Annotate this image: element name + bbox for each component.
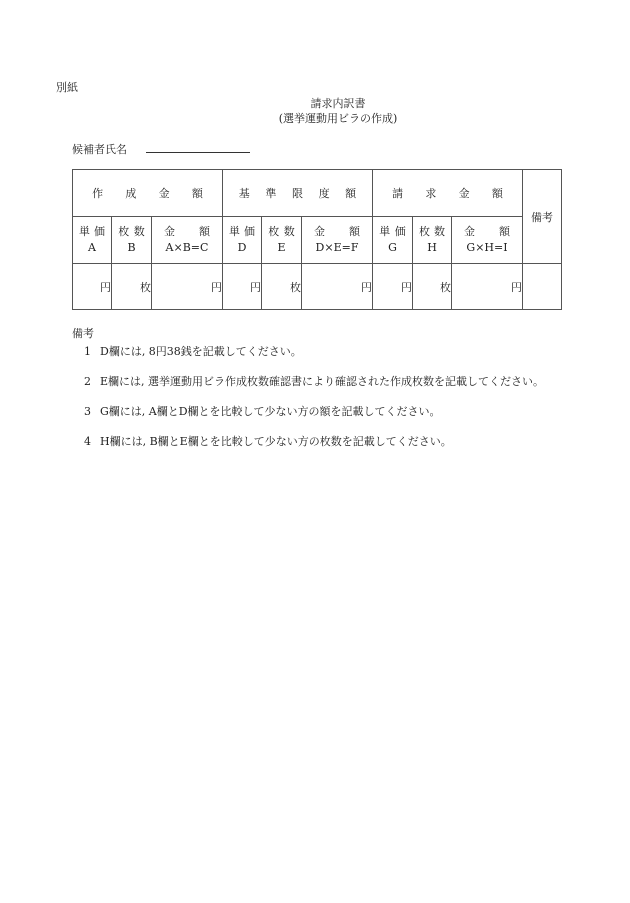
group-header-claim-amount: 請 求 金 額 (373, 170, 523, 217)
cell-unit-price-g[interactable]: 円 (373, 264, 413, 310)
invoice-breakdown-table (72, 169, 562, 310)
cell-amount-f[interactable]: 円 (302, 264, 373, 310)
subheader-count-h: 枚 数 H (413, 217, 452, 264)
note-item: 1 D欄には, 8円38銭を記載してください。 (84, 345, 302, 358)
cell-count-e[interactable]: 枚 (262, 264, 302, 310)
remarks-header: 備考 (523, 170, 562, 264)
candidate-name-label: 候補者氏名 (72, 143, 127, 156)
subheader-amount-c: 金 額 A×B=C (152, 217, 223, 264)
table-row (73, 264, 562, 310)
subheader-count-e: 枚 数 E (262, 217, 302, 264)
note-item: 4 H欄には, B欄とE欄とを比較して少ない方の枚数を記載してください。 (84, 435, 452, 448)
subheader-amount-f: 金 額 D×E=F (302, 217, 373, 264)
subheader-unit-price-d: 単 価 D (223, 217, 262, 264)
subheader-count-b: 枚 数 B (112, 217, 152, 264)
attachment-label: 別紙 (56, 81, 78, 94)
cell-unit-price-d[interactable]: 円 (223, 264, 262, 310)
cell-amount-i[interactable]: 円 (452, 264, 523, 310)
subheader-unit-price-a: 単 価 A (73, 217, 112, 264)
subheader-amount-i: 金 額 G×H=I (452, 217, 523, 264)
group-header-production-amount: 作 成 金 額 (73, 170, 223, 217)
cell-remarks[interactable] (523, 264, 562, 310)
cell-amount-c[interactable]: 円 (152, 264, 223, 310)
group-header-standard-limit: 基 準 限 度 額 (223, 170, 373, 217)
cell-count-b[interactable]: 枚 (112, 264, 152, 310)
note-item: 2 E欄には, 選挙運動用ビラ作成枚数確認書により確認された作成枚数を記載してください。 (84, 375, 545, 388)
notes-title: 備考 (72, 327, 94, 340)
subheader-unit-price-g: 単 価 G (373, 217, 413, 264)
document-title: 請求内訳書 (310, 97, 366, 110)
cell-count-h[interactable]: 枚 (413, 264, 452, 310)
document-subtitle: (選挙運動用ビラの作成) (278, 112, 398, 125)
candidate-name-field[interactable] (146, 152, 250, 153)
note-item: 3 G欄には, A欄とD欄とを比較して少ない方の額を記載してください。 (84, 405, 441, 418)
cell-unit-price-a[interactable]: 円 (73, 264, 112, 310)
